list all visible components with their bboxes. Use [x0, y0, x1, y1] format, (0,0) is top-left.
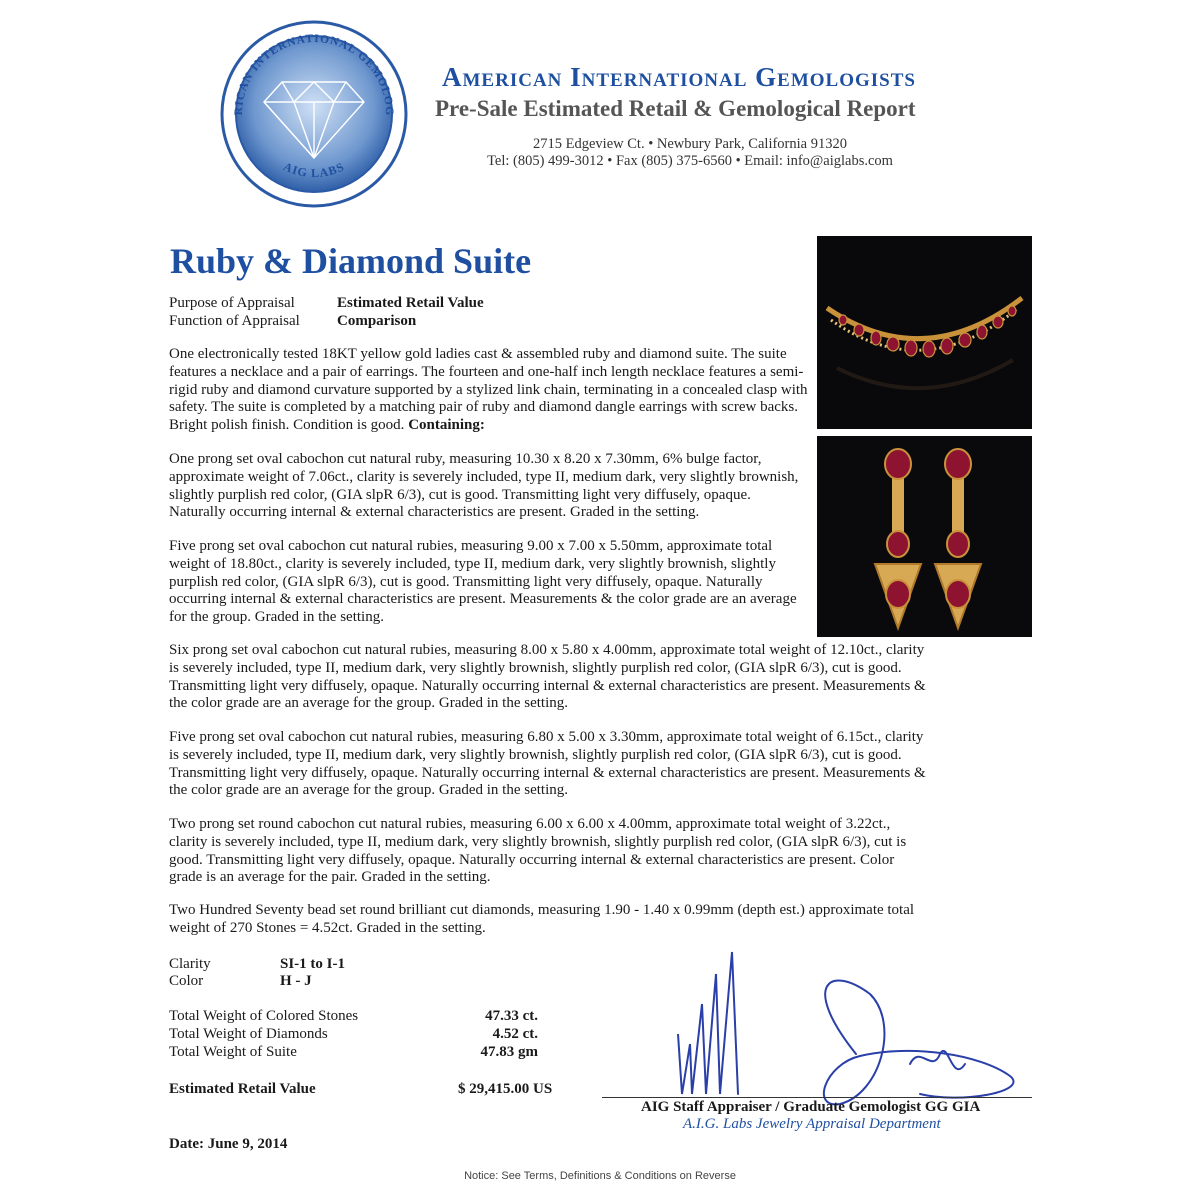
company-address: 2715 Edgeview Ct. • Newbury Park, California 91320 — [533, 136, 847, 152]
company-name: American International Gemologists — [442, 62, 916, 92]
signer-department: A.I.G. Labs Jewelry Appraisal Department — [683, 1116, 941, 1132]
function-label: Function of Appraisal — [169, 313, 300, 329]
purpose-label: Purpose of Appraisal — [169, 295, 295, 311]
diamond-paragraph: Two Hundred Seventy bead set round brilliant cut diamonds, measuring 1.90 - 1.40 x 0.99mm (depth est.) approximate total weight of 270 Stones = 4.52ct. Graded in the setting. — [169, 902, 915, 936]
report-date: Date: June 9, 2014 — [169, 1136, 288, 1152]
logo-ring-text-bottom: AIG LABS — [281, 159, 347, 181]
color-value: H - J — [280, 973, 312, 989]
containing-label: Containing: — [408, 417, 485, 434]
reverse-notice: Notice: See Terms, Definitions & Conditions on Reverse — [464, 1170, 736, 1182]
description-paragraph — [169, 346, 809, 435]
total-colored-stones-value: 47.33 ct. — [485, 1008, 538, 1024]
purpose-value: Estimated Retail Value — [337, 295, 484, 311]
handwritten-signature — [620, 944, 1040, 1112]
retail-value-label: Estimated Retail Value — [169, 1081, 316, 1097]
signer-title: AIG Staff Appraiser / Graduate Gemologist GG GIA — [641, 1099, 981, 1115]
clarity-label: Clarity — [169, 956, 211, 972]
total-suite-label: Total Weight of Suite — [169, 1044, 297, 1060]
total-diamonds-value: 4.52 ct. — [492, 1026, 538, 1042]
description-text: One electronically tested 18KT yellow gold ladies cast & assembled ruby and diamond suite. The suite features a necklace and a pair of earrings. The fourteen and one-half inch length necklace features a semi-rigid ruby and diamond curvature supported by a stylized link chain, terminating in a concealed clasp with safety. The suite is completed by a matching pair of ruby and diamond dangle earrings with screw backs. Bright polish finish. Condition is good. — [169, 346, 808, 434]
color-label: Color — [169, 973, 204, 989]
logo-ring-text-top: RICAN INTERNATIONAL GEMOLOG — [232, 32, 396, 117]
ruby-paragraph-1: One prong set oval cabochon cut natural ruby, measuring 10.30 x 8.20 x 7.30mm, 6% bulge factor, approximate weight of 7.06ct., clarity is severely included, type II, medium dark, very slightly brownish, slightly purplish red color, (GIA slpR 6/3), cut is good. Transmitting light very diffusely, opaque. Naturally occurring internal & external characteristics are present. Graded in the setting. — [169, 451, 799, 521]
clarity-value: SI-1 to I-1 — [280, 956, 346, 972]
report-title: Ruby & Diamond Suite — [170, 241, 532, 281]
total-diamonds-label: Total Weight of Diamonds — [169, 1026, 328, 1042]
aig-logo-seal — [218, 18, 410, 210]
report-subtitle: Pre-Sale Estimated Retail & Gemological Report — [435, 96, 916, 121]
necklace-photo — [817, 236, 1032, 429]
ruby-paragraph-5: Two prong set round cabochon cut natural rubies, measuring 6.00 x 6.00 x 4.00mm, approximate total weight of 3.22ct., clarity is severely included, type II, medium dark, very slightly brownish, slightly purplish red color, (GIA slpR 6/3), cut is good. Transmitting light very diffusely, opaque. Naturally occurring internal & external characteristics are present. Color grade is an average for the pair. Graded in the setting. — [169, 816, 907, 886]
function-value: Comparison — [337, 313, 417, 329]
retail-value-amount: $ 29,415.00 US — [458, 1081, 553, 1097]
signature-line — [602, 1097, 1032, 1098]
company-contact: Tel: (805) 499-3012 • Fax (805) 375-6560 • Email: info@aiglabs.com — [487, 153, 893, 169]
ruby-paragraph-4: Five prong set oval cabochon cut natural rubies, measuring 6.80 x 5.00 x 3.30mm, approximate total weight of 6.15ct., clarity is severely included, type II, medium dark, very slightly brownish, slightly purplish red color, (GIA slpR 6/3), cut is good. Transmitting light very diffusely, opaque. Naturally occurring internal & external characteristics are present. Measurements & the color grade are an average for the group. Graded in the setting. — [169, 729, 926, 799]
total-suite-value: 47.83 gm — [480, 1044, 538, 1060]
earrings-photo — [817, 436, 1032, 637]
ruby-paragraph-3: Six prong set oval cabochon cut natural rubies, measuring 8.00 x 5.80 x 4.00mm, approximate total weight of 12.10ct., clarity is severely included, type II, medium dark, very slightly brownish, slightly purplish red color, (GIA slpR 6/3), cut is good. Transmitting light very diffusely, opaque. Naturally occurring internal & external characteristics are present. Measurements & the color grade are an average for the group. Graded in the setting. — [169, 642, 926, 712]
ruby-paragraph-2: Five prong set oval cabochon cut natural rubies, measuring 9.00 x 7.00 x 5.50mm, approximate total weight of 18.80ct., clarity is severely included, type II, medium dark, very slightly brownish, slightly purplish red color, (GIA slpR 6/3), cut is good. Transmitting light very diffusely, opaque. Naturally occurring internal & external characteristics are present. Measurements & the color grade are an average for the group. Graded in the setting. — [169, 538, 797, 626]
total-colored-stones-label: Total Weight of Colored Stones — [169, 1008, 359, 1024]
